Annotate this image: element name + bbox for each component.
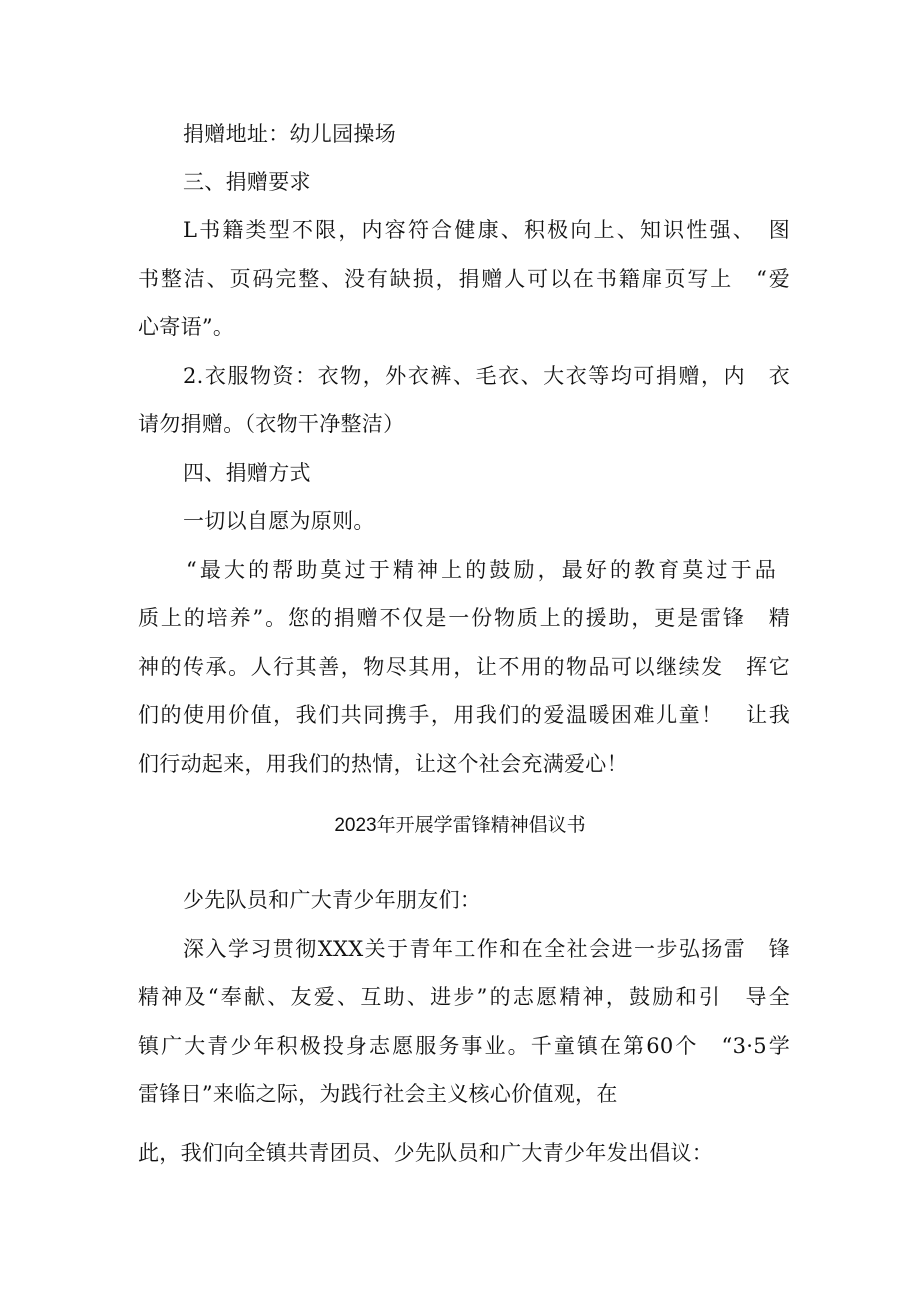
donation-address-line: 捐赠地址：幼儿园操场 — [183, 122, 396, 146]
books-requirement-line-3: 心寄语”。 — [138, 315, 235, 339]
books-requirement-line-2: 书整洁、页码完整、没有缺损，捐赠人可以在书籍扉页写上 “爱 — [138, 267, 790, 291]
proposal-body-line-2: 精神及“奉献、友爱、互助、进步”的志愿精神，鼓励和引 导全 — [138, 985, 790, 1009]
closing-paragraph-line-3: 神的传承。人行其善，物尽其用，让不用的物品可以继续发 挥它 — [138, 655, 790, 679]
closing-paragraph-line-1: “最大的帮助莫过于精神上的鼓励，最好的教育莫过于品 — [186, 558, 776, 582]
donation-method-text: 一切以自愿为原则。 — [183, 509, 375, 533]
closing-paragraph-line-2: 质上的培养”。您的捐赠不仅是一份物质上的援助，更是雷锋 精 — [138, 606, 790, 630]
proposal-title: 2023年开展学雷锋精神倡议书 — [334, 815, 586, 836]
closing-paragraph-line-4: 们的使用价值，我们共同携手，用我们的爱温暖困难儿童！ 让我 — [138, 703, 790, 727]
proposal-body-line-4: 雷锋日”来临之际，为践行社会主义核心价值观，在 — [138, 1082, 618, 1106]
proposal-body-line-1: 深入学习贯彻XXX关于青年工作和在全社会进一步弘扬雷 锋 — [183, 937, 790, 961]
proposal-call-line: 此，我们向全镇共青团员、少先队员和广大青少年发出倡议： — [138, 1141, 714, 1165]
proposal-body-line-3: 镇广大青少年积极投身志愿服务事业。千童镇在第60个 “3·5学 — [138, 1034, 790, 1058]
books-requirement-line-1: L书籍类型不限，内容符合健康、积极向上、知识性强、 图 — [183, 218, 790, 242]
clothes-requirement-line-2: 请勿捐赠。（衣物干净整洁） — [138, 412, 405, 436]
donation-requirements-heading: 三、捐赠要求 — [183, 170, 311, 194]
clothes-requirement-line-1: 2.衣服物资：衣物，外衣裤、毛衣、大衣等均可捐赠，内 衣 — [183, 364, 790, 388]
donation-method-heading: 四、捐赠方式 — [183, 461, 311, 485]
salutation: 少先队员和广大青少年朋友们： — [183, 888, 482, 912]
closing-paragraph-line-5: 们行动起来，用我们的热情，让这个社会充满爱心！ — [138, 752, 628, 776]
